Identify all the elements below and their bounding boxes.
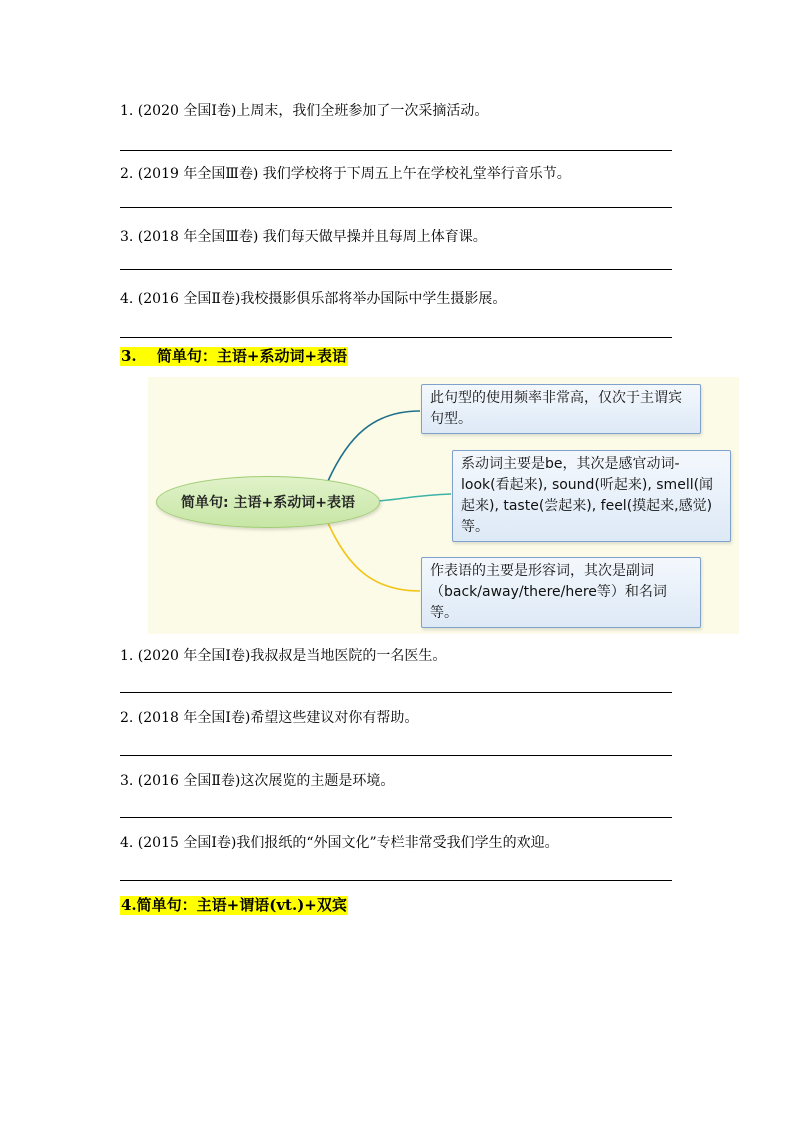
mind-map-branch-frequency: 此句型的使用频率非常高，仅次于主谓宾句型。 (421, 384, 701, 434)
connector-top (328, 411, 420, 481)
mind-map-branch-linking-verbs: 系动词主要是be，其次是感官动词-look(看起来), sound(听起来), smell(闻起来), taste(尝起来), feel(摸起来,感觉)等。 (452, 450, 731, 542)
answer-line (120, 755, 672, 756)
question-2-4: 4. (2016 全国Ⅱ卷)我校摄影俱乐部将举办国际中学生摄影展。 (120, 291, 507, 307)
section-4-heading: 4.简单句：主语+谓语(vt.)+双宾 (121, 896, 347, 914)
connector-middle (378, 494, 451, 501)
question-3-2: 2. (2018 年全国Ⅰ卷)希望这些建议对你有帮助。 (120, 710, 419, 726)
answer-line (120, 207, 672, 208)
answer-line (120, 817, 672, 818)
section-3-heading: 3. 简单句：主语+系动词+表语 (121, 347, 348, 365)
answer-line (120, 150, 672, 151)
question-3-3: 3. (2016 全国Ⅱ卷)这次展览的主题是环境。 (120, 773, 395, 789)
question-2-2: 2. (2019 年全国Ⅲ卷) 我们学校将于下周五上午在学校礼堂举行音乐节。 (120, 166, 571, 182)
answer-line (120, 337, 672, 338)
question-2-3: 3. (2018 年全国Ⅲ卷) 我们每天做早操并且每周上体育课。 (120, 229, 487, 245)
question-3-1: 1. (2020 年全国Ⅰ卷)我叔叔是当地医院的一名医生。 (120, 648, 447, 664)
answer-line (120, 692, 672, 693)
mind-map-center-node: 简单句: 主语+系动词+表语 (156, 476, 380, 528)
mind-map-branch-predicative: 作表语的主要是形容词，其次是副词（back/away/there/here等）和名词等。 (421, 557, 701, 628)
mind-map (148, 377, 739, 634)
answer-line (120, 269, 672, 270)
question-2-1: 1. (2020 全国Ⅰ卷)上周末，我们全班参加了一次采摘活动。 (120, 103, 489, 119)
question-3-4: 4. (2015 全国Ⅰ卷)我们报纸的“外国文化”专栏非常受我们学生的欢迎。 (120, 835, 559, 851)
connector-bottom (328, 523, 420, 591)
answer-line (120, 880, 672, 881)
